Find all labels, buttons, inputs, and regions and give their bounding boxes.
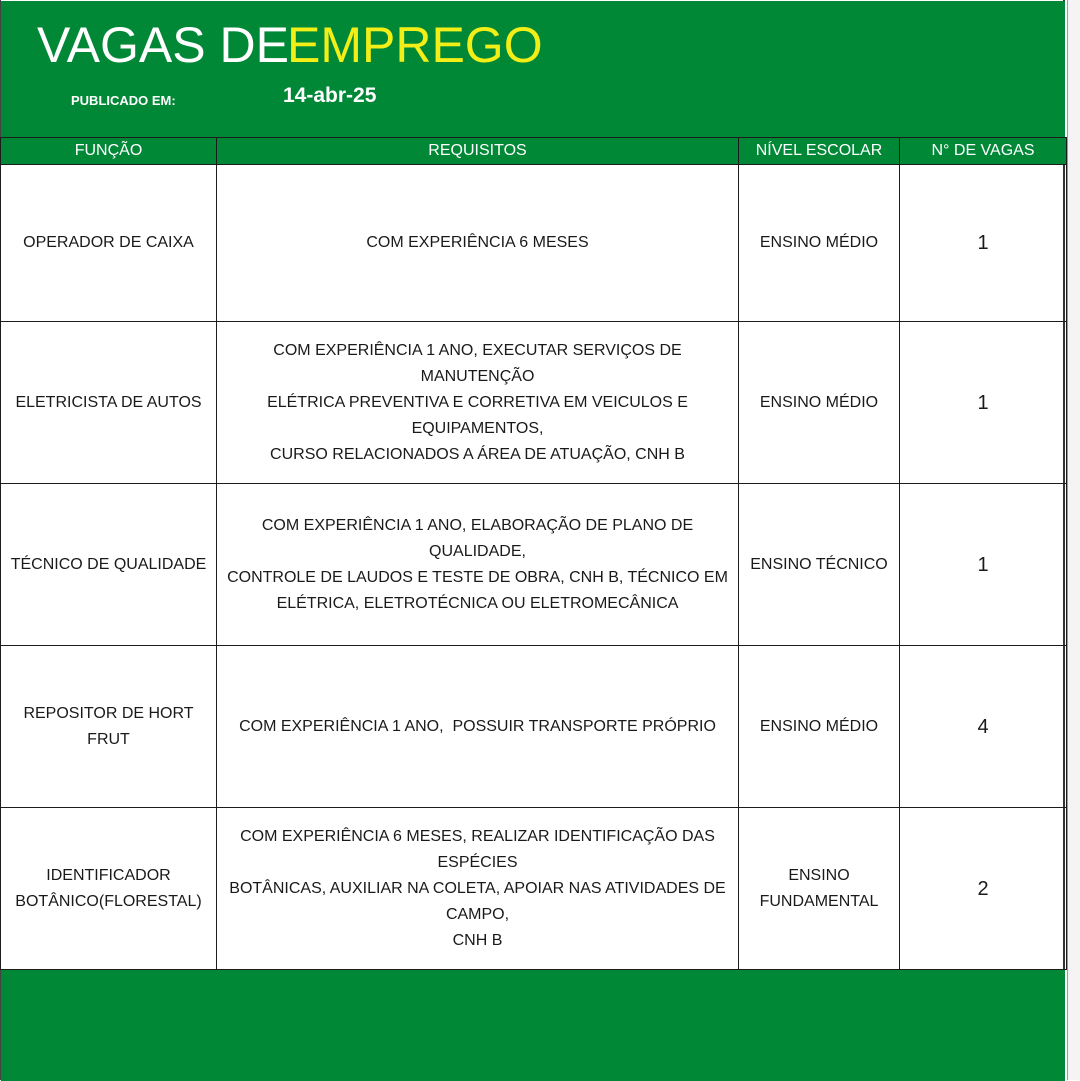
- page-edge: [1067, 0, 1080, 1080]
- nivel-line: ENSINO TÉCNICO: [750, 555, 888, 573]
- nivel-line: ENSINO MÉDIO: [759, 393, 879, 411]
- funcao-line: BOTÂNICO(FLORESTAL): [15, 892, 202, 910]
- cell-funcao: [1, 808, 217, 970]
- requisito-line: ELÉTRICA, ELETROTÉCNICA OU ELETROMECÂNICA: [276, 594, 679, 612]
- published-label: PUBLICADO EM:: [71, 93, 176, 108]
- header-banner: [1, 1, 1065, 137]
- table-row: [1, 808, 1067, 970]
- nivel-line: ENSINO MÉDIO: [759, 717, 879, 735]
- requisito-line: COM EXPERIÊNCIA 1 ANO, POSSUIR TRANSPORTE PRÓPRIO: [239, 717, 716, 735]
- cell-funcao: TÉCNICO DE QUALIDADE: [1, 484, 217, 646]
- cell-requisitos: [217, 484, 739, 646]
- cell-nivel: [739, 646, 900, 808]
- nivel-line: ENSINO MÉDIO: [759, 234, 879, 251]
- col-header-requisitos: REQUISITOS: [217, 138, 739, 165]
- cell-requisitos: [217, 808, 739, 970]
- col-header-nivel-escolar: NÍVEL ESCOLAR: [739, 138, 900, 165]
- title-emprego: EMPREGO: [287, 17, 543, 73]
- col-header-funcao: FUNÇÃO: [1, 138, 217, 165]
- table-header-row: [1, 138, 1067, 165]
- cell-vagas: 1: [900, 165, 1067, 322]
- requisito-line: COM EXPERIÊNCIA 1 ANO, EXECUTAR SERVIÇOS DE MANUTENÇÃO: [273, 341, 682, 385]
- cell-vagas: 4: [900, 646, 1067, 808]
- title-vagas-de: VAGAS DE: [37, 17, 289, 73]
- funcao-line: IDENTIFICADOR: [46, 866, 171, 884]
- requisito-line: BOTÂNICAS, AUXILIAR NA COLETA, APOIAR NAS ATIVIDADES DE CAMPO,: [229, 879, 726, 923]
- cell-nivel: [739, 322, 900, 484]
- requisito-line: COM EXPERIÊNCIA 1 ANO, ELABORAÇÃO DE PLANO DE QUALIDADE,: [261, 516, 694, 560]
- table-row: [1, 322, 1067, 484]
- cell-requisitos: [217, 646, 739, 808]
- nivel-line: FUNDAMENTAL: [759, 892, 879, 910]
- published-date: 14-abr-25: [283, 84, 377, 107]
- cell-requisitos: [217, 322, 739, 484]
- footer-banner: [1, 969, 1065, 1081]
- col-header-num-vagas: N° DE VAGAS: [900, 138, 1067, 165]
- requisito-line: COM EXPERIÊNCIA 6 MESES, REALIZAR IDENTIFICAÇÃO DAS ESPÉCIES: [240, 827, 715, 871]
- cell-nivel: [739, 484, 900, 646]
- cell-nivel: [739, 165, 900, 322]
- cell-nivel: [739, 808, 900, 970]
- requisito-line: CNH B: [452, 931, 503, 949]
- nivel-line: ENSINO: [788, 866, 850, 884]
- cell-requisitos: [217, 165, 739, 322]
- requisito-line: COM EXPERIÊNCIA 6 MESES: [366, 234, 589, 251]
- table-row: [1, 165, 1067, 322]
- jobs-table: [0, 137, 1067, 970]
- cell-vagas: 2: [900, 808, 1067, 970]
- cell-funcao: REPOSITOR DE HORT FRUT: [1, 646, 217, 808]
- table-row: [1, 484, 1067, 646]
- cell-vagas: 1: [900, 484, 1067, 646]
- cell-vagas: 1: [900, 322, 1067, 484]
- requisito-line: CONTROLE DE LAUDOS E TESTE DE OBRA, CNH B, TÉCNICO EM: [227, 568, 728, 586]
- requisito-line: ELÉTRICA PREVENTIVA E CORRETIVA EM VEICULOS E EQUIPAMENTOS,: [267, 393, 688, 437]
- cell-funcao: OPERADOR DE CAIXA: [1, 165, 217, 322]
- requisito-line: CURSO RELACIONADOS A ÁREA DE ATUAÇÃO, CNH B: [270, 445, 685, 463]
- table-row: [1, 646, 1067, 808]
- cell-funcao: ELETRICISTA DE AUTOS: [1, 322, 217, 484]
